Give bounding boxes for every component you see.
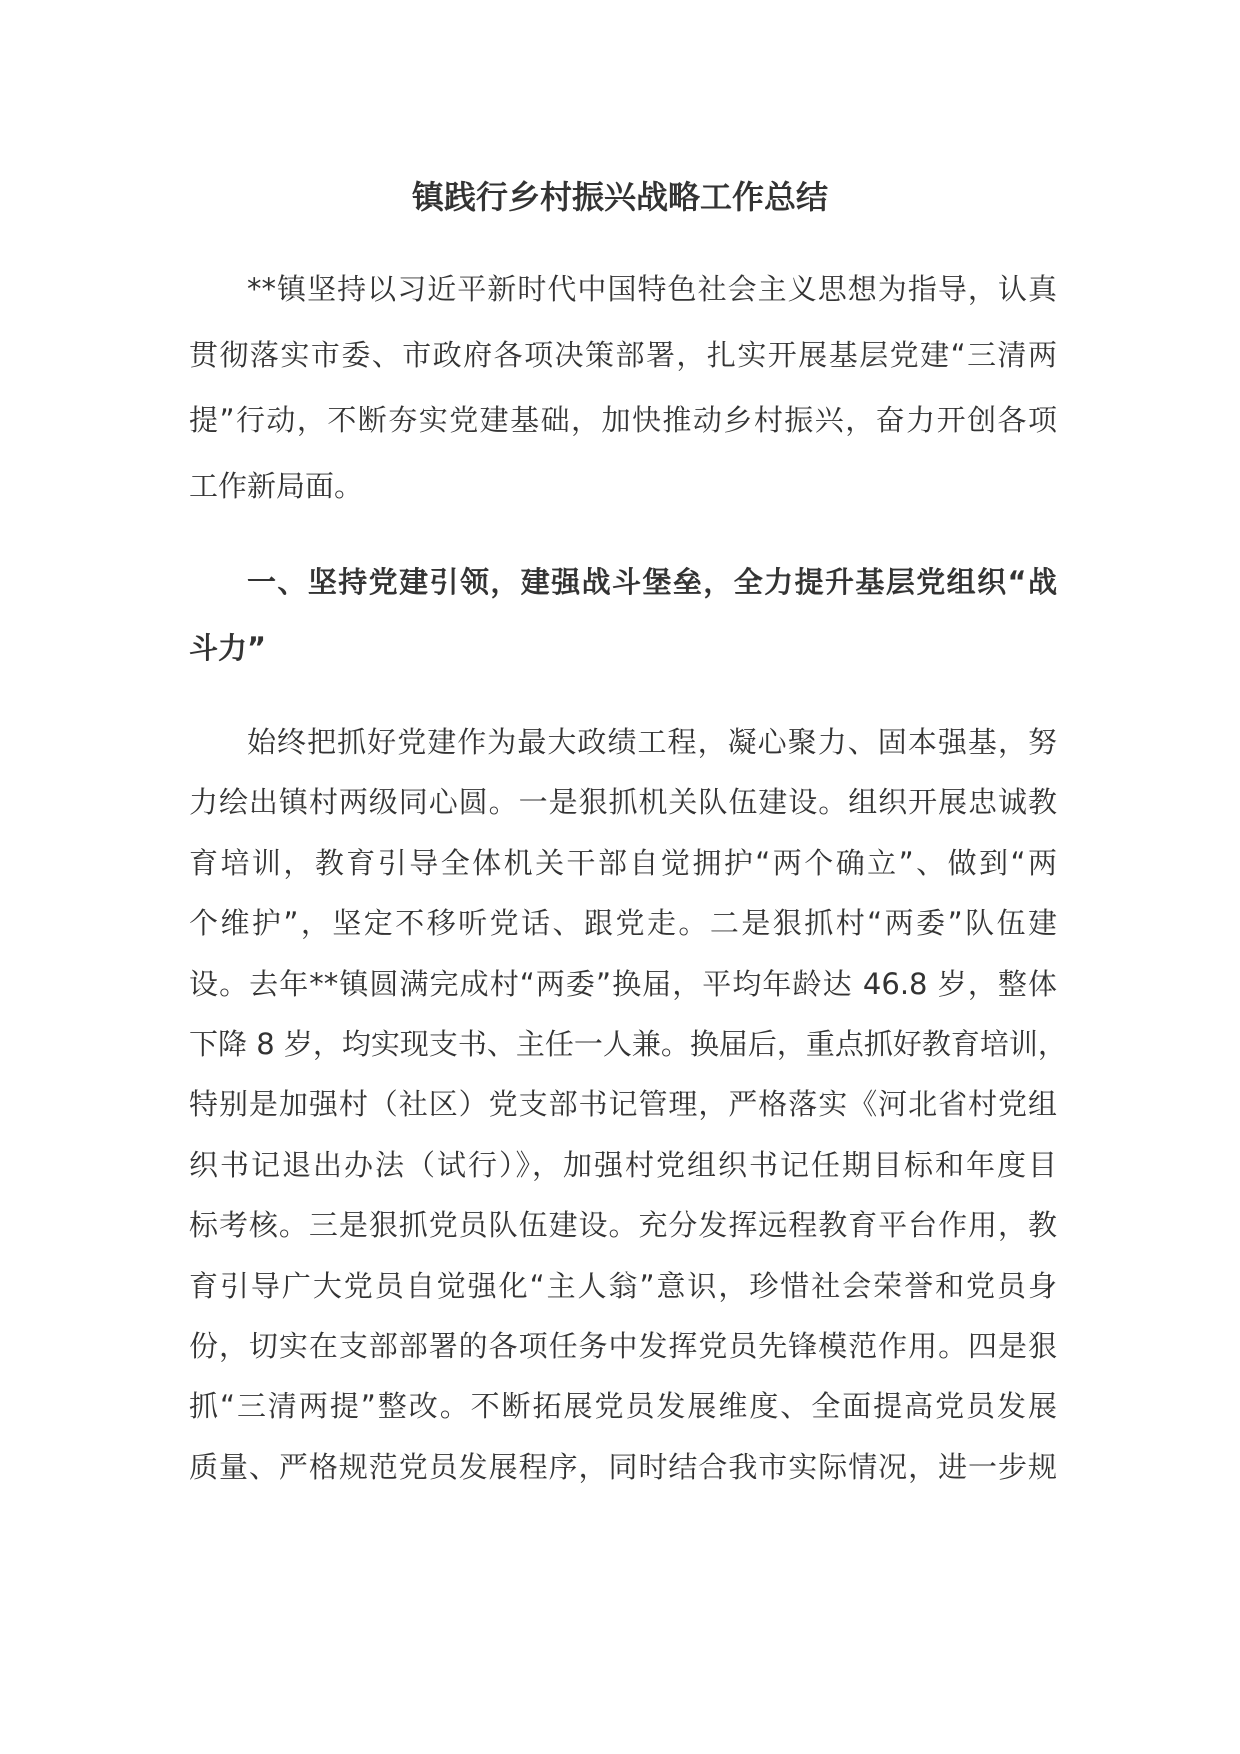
section-heading-1 [189,550,1057,681]
text-line: 织书记退出办法（试行）》，加强村党组织书记任期目标和年度目 [189,1147,1057,1182]
text-line: 贯彻落实市委、市政府各项决策部署，扎实开展基层党建“三清两 [189,337,1057,372]
text-line: 育引导广大党员自觉强化“主人翁”意识，珍惜社会荣誉和党员身 [189,1268,1057,1303]
text-line: 下降 8 岁，均实现支书、主任一人兼。换届后，重点抓好教育培训， [189,1026,1067,1061]
text-line: **镇坚持以习近平新时代中国特色社会主义思想为指导，认真 [247,272,1057,306]
heading-line: 一、坚持党建引领，建强战斗堡垒，全力提升基层党组织“战 [247,565,1057,599]
text-line: 标考核。三是狠抓党员队伍建设。充分发挥远程教育平台作用，教 [189,1208,1057,1243]
body-paragraph [189,712,1067,1497]
text-line: 工作新局面。 [189,469,364,504]
text-line: 特别是加强村（社区）党支部书记管理，严格落实《河北省村党组 [189,1087,1057,1122]
text-line: 设。去年**镇圆满完成村“两委”换届，平均年龄达 46.8 岁，整体 [189,966,1057,1001]
text-line: 个维护”，坚定不移听党话、跟党走。二是狠抓村“两委”队伍建 [189,906,1057,941]
text-line: 力绘出镇村两级同心圆。一是狠抓机关队伍建设。组织开展忠诚教 [189,785,1057,820]
intro-paragraph [189,257,1057,520]
text-line: 育培训，教育引导全体机关干部自觉拥护“两个确立”、做到“两 [189,845,1057,880]
text-line: 份，切实在支部部署的各项任务中发挥党员先锋模范作用。四是狠 [189,1328,1057,1363]
text-line: 提”行动，不断夯实党建基础，加快推动乡村振兴，奋力开创各项 [189,403,1057,438]
text-line: 抓“三清两提”整改。不断拓展党员发展维度、全面提高党员发展 [189,1389,1057,1424]
text-line: 始终把抓好党建作为最大政绩工程，凝心聚力、固本强基，努 [247,725,1057,759]
document-title: 镇践行乡村振兴战略工作总结 [411,178,828,216]
text-line: 质量、严格规范党员发展程序，同时结合我市实际情况，进一步规 [189,1449,1057,1484]
heading-line: 斗力” [189,630,267,665]
